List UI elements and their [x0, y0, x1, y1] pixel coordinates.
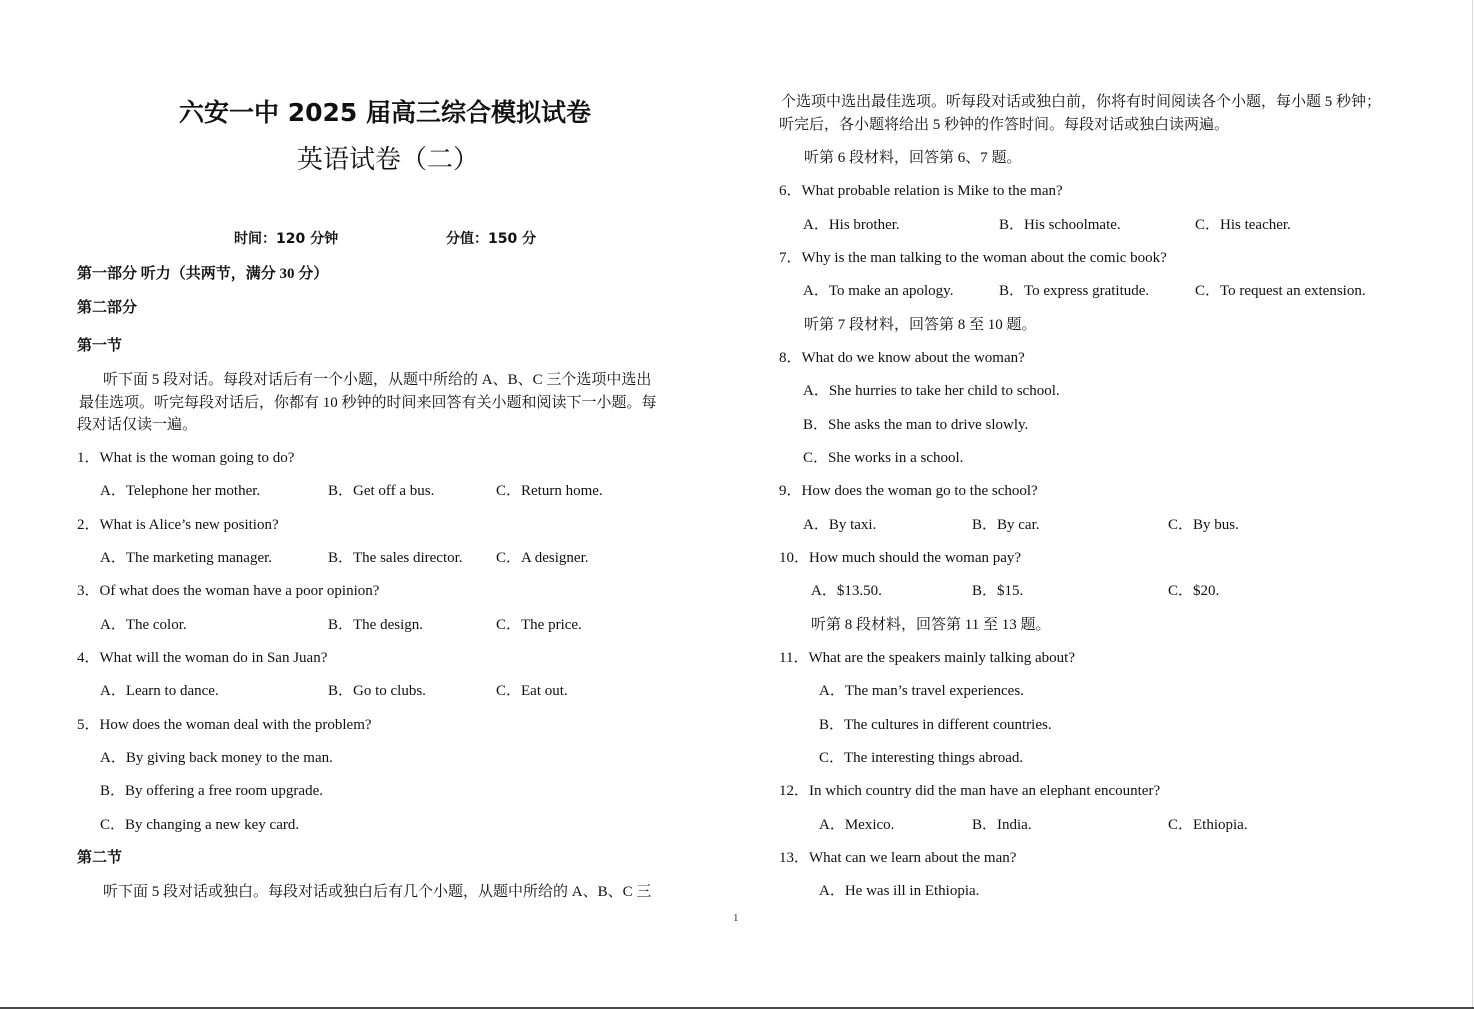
option: A．Telephone her mother. — [100, 483, 261, 499]
exam-score: 分值：150 分 — [446, 231, 537, 247]
option: B．Get off a bus. — [328, 483, 435, 499]
page-edge-right — [1472, 0, 1473, 1009]
option: C．His teacher. — [1195, 217, 1291, 233]
passage-instruction: 听第 7 段材料，回答第 8 至 10 题。 — [804, 317, 1037, 333]
section1-intro-line: 听下面 5 段对话。每段对话后有一个小题，从题中所给的 A、B、C 三个选项中选出 — [103, 372, 652, 388]
option: B．$15. — [972, 583, 1024, 599]
question-stem: 5．How does the woman deal with the problem? — [77, 717, 372, 733]
section1-heading: 第一节 — [77, 338, 123, 354]
option: A．He was ill in Ethiopia. — [819, 883, 980, 899]
option: B．By offering a free room upgrade. — [100, 783, 323, 799]
option: C．Return home. — [496, 483, 603, 499]
part2-heading: 第二部分 — [77, 300, 138, 316]
question-stem: 9．How does the woman go to the school? — [779, 483, 1038, 499]
option: B．His schoolmate. — [999, 217, 1121, 233]
option: B．The design. — [328, 617, 423, 633]
option: A．Learn to dance. — [100, 683, 219, 699]
section1-intro-line: 最佳选项。听完每段对话后，你都有 10 秒钟的时间来回答有关小题和阅读下一小题。每 — [79, 395, 657, 411]
question-stem: 13．What can we learn about the man? — [779, 850, 1017, 866]
option: A．By taxi. — [803, 517, 877, 533]
option: B．She asks the man to drive slowly. — [803, 417, 1029, 433]
section2-intro-line: 听下面 5 段对话或独白。每段对话或独白后有几个小题，从题中所给的 A、B、C 三 — [103, 884, 652, 900]
question-stem: 8．What do we know about the woman? — [779, 350, 1025, 366]
option: A．She hurries to take her child to school. — [803, 383, 1060, 399]
option: A．To make an apology. — [803, 283, 954, 299]
option: B．The sales director. — [328, 550, 463, 566]
option: C．By changing a new key card. — [100, 817, 300, 833]
question-stem: 6．What probable relation is Mike to the man? — [779, 183, 1063, 199]
option: C．By bus. — [1168, 517, 1239, 533]
option: A．The man’s travel experiences. — [819, 683, 1024, 699]
option: A．Mexico. — [819, 817, 895, 833]
option: C．Eat out. — [496, 683, 568, 699]
page-number: 1 — [733, 912, 739, 924]
option: C．The price. — [496, 617, 582, 633]
option: C．To request an extension. — [1195, 283, 1366, 299]
option: A．$13.50. — [811, 583, 882, 599]
section1-intro-line: 段对话仅读一遍。 — [77, 417, 198, 433]
option: A．His brother. — [803, 217, 900, 233]
section2-heading: 第二节 — [77, 850, 123, 866]
option: A．The marketing manager. — [100, 550, 273, 566]
option: B．To express gratitude. — [999, 283, 1150, 299]
section2-intro-line: 听完后，各小题将给出 5 秒钟的作答时间。每段对话或独白读两遍。 — [779, 117, 1230, 133]
question-stem: 2．What is Alice’s new position? — [77, 517, 279, 533]
question-stem: 3．Of what does the woman have a poor opinion? — [77, 583, 380, 599]
exam-title: 六安一中 2025 届高三综合模拟试卷 — [179, 98, 591, 127]
option: A．By giving back money to the man. — [100, 750, 333, 766]
question-stem: 4．What will the woman do in San Juan? — [77, 650, 328, 666]
option: C．The interesting things abroad. — [819, 750, 1024, 766]
option: C．She works in a school. — [803, 450, 964, 466]
section2-intro-line: 个选项中选出最佳选项。听每段对话或独白前，你将有时间阅读各个小题，每小题 5 秒钟； — [781, 94, 1382, 110]
exam-time: 时间：120 分钟 — [234, 231, 339, 247]
option: C．Ethiopia. — [1168, 817, 1248, 833]
option: C．A designer. — [496, 550, 589, 566]
part1-heading: 第一部分 听力（共两节，满分 30 分） — [77, 266, 329, 282]
question-stem: 10．How much should the woman pay? — [779, 550, 1022, 566]
question-stem: 12．In which country did the man have an elephant encounter? — [779, 783, 1161, 799]
question-stem: 1．What is the woman going to do? — [77, 450, 295, 466]
passage-instruction: 听第 6 段材料，回答第 6、7 题。 — [804, 150, 1022, 166]
passage-instruction: 听第 8 段材料，回答第 11 至 13 题。 — [811, 617, 1051, 633]
option: C．$20. — [1168, 583, 1220, 599]
question-stem: 11．What are the speakers mainly talking about? — [779, 650, 1076, 666]
question-stem: 7．Why is the man talking to the woman about the comic book? — [779, 250, 1167, 266]
exam-subtitle: 英语试卷（二） — [297, 145, 480, 175]
option: A．The color. — [100, 617, 187, 633]
option: B．India. — [972, 817, 1032, 833]
option: B．By car. — [972, 517, 1040, 533]
option: B．Go to clubs. — [328, 683, 426, 699]
option: B．The cultures in different countries. — [819, 717, 1052, 733]
